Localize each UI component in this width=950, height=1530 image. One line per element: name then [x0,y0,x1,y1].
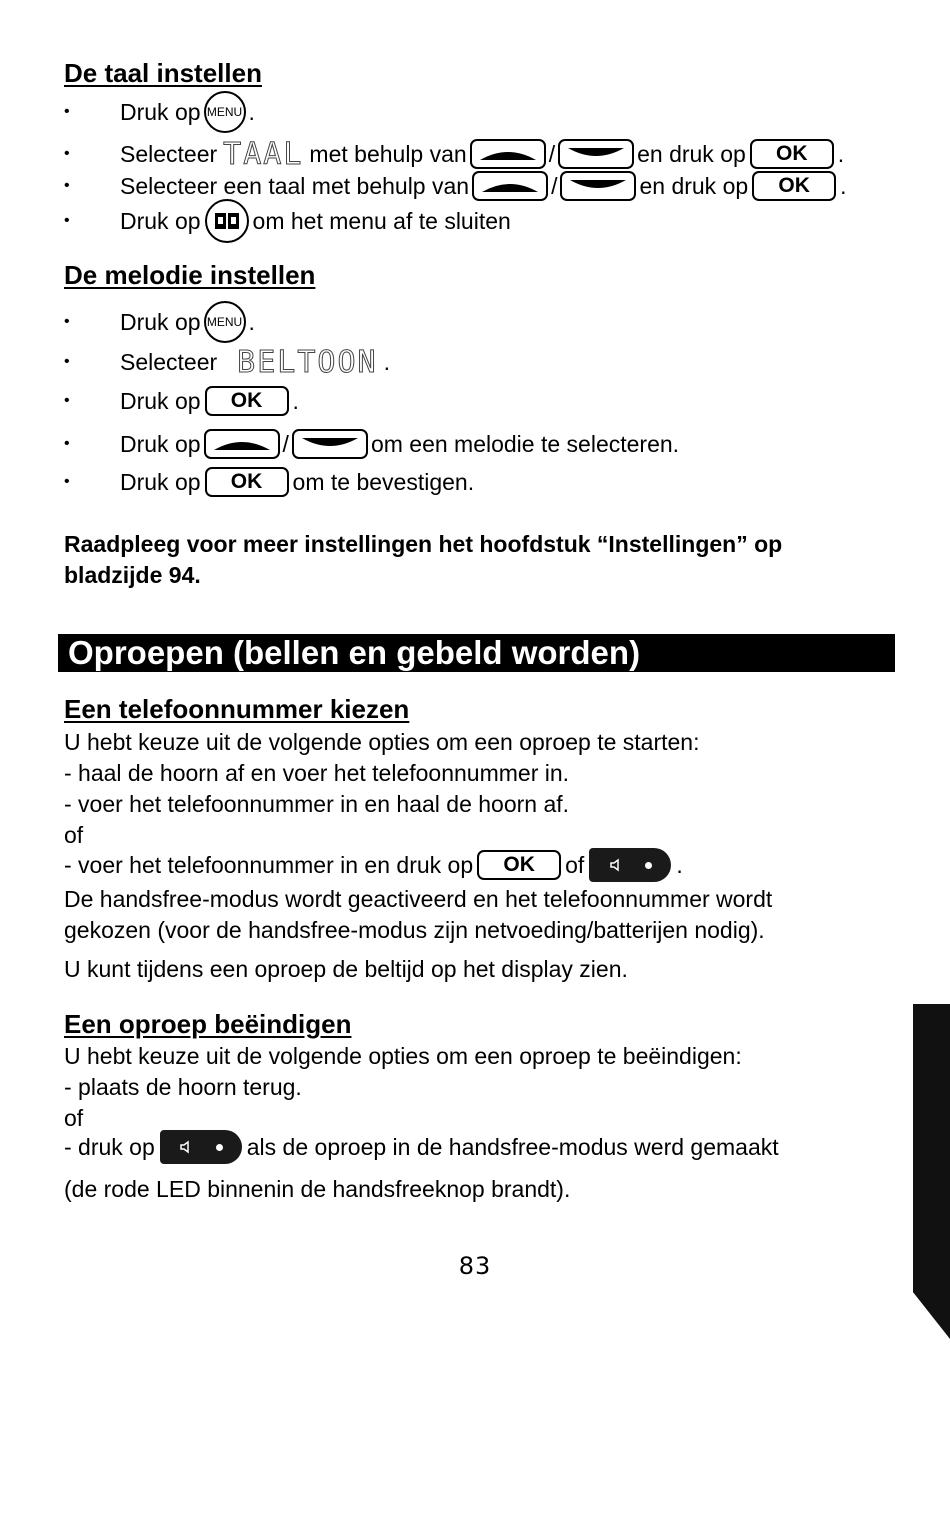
paragraph-line: of [64,822,84,848]
paragraph-line: - voer het telefoonnummer in en haal de hoorn af. [64,791,570,817]
bullet-taal-4: • Druk op om het menu af te sluiten [64,204,511,238]
section-banner: Oproepen (bellen en gebeld worden) [58,634,895,672]
bullet-melodie-3: • Druk op OK . [64,384,299,418]
language-tab-label: Nederlands [870,998,905,1167]
lcd-display-text: BELTOON [237,344,378,380]
paragraph-line: (de rode LED binnenin de handsfreeknop brandt). [64,1176,571,1202]
menu-button-icon: MENU [204,301,246,343]
paragraph-line: De handsfree-modus wordt geactiveerd en het telefoonnummer wordt [64,886,773,912]
paragraph-line: - haal de hoorn af en voer het telefoonnummer in. [64,760,570,786]
bullet-taal-3: • Selecteer een taal met behulp van / en druk op OK . [64,169,847,203]
language-tab [913,1004,950,1339]
ok-button-icon: OK [477,850,561,880]
bullet-melodie-1: • Druk op MENU . [64,305,255,339]
ok-button-icon: OK [750,139,834,169]
up-arrow-button-icon [204,429,280,459]
heading-kiezen: Een telefoonnummer kiezen [64,694,410,724]
paragraph-line-buttons: - voer het telefoonnummer in en druk op OK of . [64,848,683,882]
bullet-taal-1: • Druk op MENU . [64,95,255,129]
ok-button-icon: OK [205,386,289,416]
up-arrow-button-icon [472,171,548,201]
paragraph-line: U hebt keuze uit de volgende opties om een oproep te starten: [64,729,700,755]
paragraph-line: U hebt keuze uit de volgende opties om een oproep te beëindigen: [64,1043,742,1069]
heading-taal: De taal instellen [64,58,262,88]
heading-melodie: De melodie instellen [64,260,316,290]
paragraph-line: gekozen (voor de handsfree-modus zijn netvoeding/batterijen nodig). [64,917,765,943]
paragraph-line: U kunt tijdens een oproep de beltijd op het display zien. [64,956,628,982]
paragraph-line-buttons: - druk op als de oproep in de handsfree-modus werd gemaakt [64,1130,779,1164]
down-arrow-button-icon [558,139,634,169]
lcd-display-text: TAAL [223,136,304,172]
phonebook-button-icon [205,199,249,243]
note-text: Raadpleeg voor meer instellingen het hoofdstuk “Instellingen” op bladzijde 94. [64,531,783,588]
bullet-melodie-4: • Druk op / om een melodie te selecteren. [64,427,679,461]
bullet-melodie-2: • Selecteer BELTOON . [64,344,390,380]
up-arrow-button-icon [470,139,546,169]
ok-button-icon: OK [752,171,836,201]
page-number: 83 [458,1252,492,1280]
down-arrow-button-icon [292,429,368,459]
speaker-button-icon [589,848,671,882]
heading-beeindigen: Een oproep beëindigen [64,1009,352,1039]
bullet-taal-2: • Selecteer TAAL met behulp van / en druk op OK . [64,136,845,172]
bullet-melodie-5: • Druk op OK om te bevestigen. [64,465,474,499]
ok-button-icon: OK [205,467,289,497]
paragraph-line: - plaats de hoorn terug. [64,1074,302,1100]
speaker-button-icon [160,1130,242,1164]
paragraph-line: of [64,1105,84,1131]
menu-button-icon: MENU [204,91,246,133]
down-arrow-button-icon [560,171,636,201]
